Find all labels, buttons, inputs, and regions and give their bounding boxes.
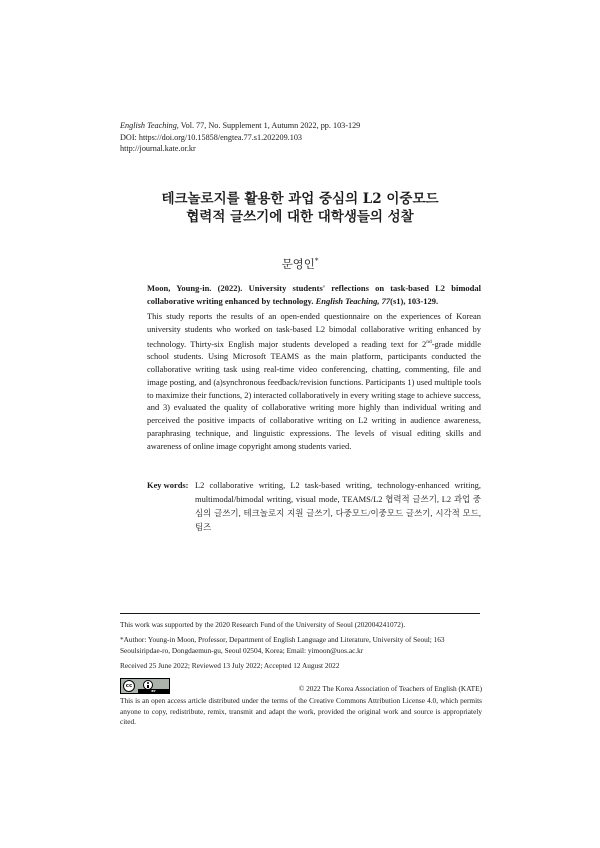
journal-url[interactable]: http://journal.kate.or.kr [120,144,196,153]
keywords-label: Key words: [147,480,189,490]
footnotes [120,620,482,676]
author-byline [0,256,600,272]
abstract-part-2: -grade middle school students. Using Microsoft TEAMS as the main platform, participants conducted the collaborative writing task using real-time video conferencing, chatting, commenting, file and image posting, and (a)synchronous feedback/revision functions. Participants 1) used multiple tools to maximize their functions, 2) interacted collaboratively in every writing stage to achieve success, and 3) evaluated the quality of collaborative writing more highly than individual writing and perceived the positive impacts of collaborative writing on L2 writing in audience awareness, paraphrasing technique, and linguistic expressions. The levels of visual editing skills and awareness of online image copyright among students varied. [147,338,481,451]
title-line-1: 테크놀로지를 활용한 과업 중심의 L2 이중모드 [161,191,439,207]
journal-citation-line [120,120,500,132]
license-text: This is an open access article distributed under the terms of the Creative Commons Attribution License 4.0, which permits anyone to copy, redistribute, remix, transmit and adapt the work, provided the original work and source is appropriately cited. [120,696,482,726]
journal-details: , Vol. 77, No. Supplement 1, Autumn 2022, pp. 103-129 [176,121,361,130]
footnote-divider [120,613,480,614]
paper-title [60,190,540,226]
abstract-superscript: nd [426,338,432,345]
funding-note: This work was supported by the 2020 Research Fund of the University of Seoul (202004241072). [120,620,406,629]
doi-line[interactable]: DOI: https://doi.org/10.15858/engtea.77.s1.202209.103 [120,132,303,142]
license-top-row [120,678,482,694]
copyright-text: © 2022 The Korea Association of Teachers of English (KATE) [298,683,482,693]
abstract [147,310,481,453]
citation-tail: (s1), 103-129. [390,295,439,306]
title-line-2: 협력적 글쓰기에 대한 대학생들의 성찰 [186,209,414,225]
keywords-text: L2 collaborative writing, L2 task-based writing, technology-enhanced writing, multimodal/bimodal writing, visual mode, TEAMS/L2 협력적 글쓰기, L2 과업 중심의 글쓰기, 테크놀로지 지원 글쓰기, 다중모드/이중모드 글쓰기, 시각적 모드, 팀즈 [195,480,481,532]
cc-icon: cc [123,680,135,692]
author-name: 문영인 [281,257,315,271]
author-footnote-mark: * [314,257,319,266]
by-label: BY [138,689,169,693]
journal-name: English Teaching [120,121,177,130]
cc-by-license-icon[interactable] [120,678,170,694]
author-note: *Author: Young-in Moon, Professor, Department of English Language and Literature, University of Seoul; 163 Seoulsiripdae-ro, Dongdaemun-gu, Seoul 02504, Korea; Email: yimoon@uos.ac.kr [120,635,445,655]
citation [147,282,481,307]
dates-note: Received 25 June 2022; Reviewed 13 July 2022; Accepted 12 August 2022 [120,660,340,670]
journal-header [120,120,500,155]
license-block [120,678,482,728]
citation-lead: Moon, Young-in. (2022). University students' reflections on task-based L2 bimodal collaborative writing enhanced by technology. [147,283,481,306]
keywords [147,478,481,534]
citation-journal: English Teaching, 77 [315,295,391,306]
abstract-part-1: This study reports the results of an open-ended questionnaire on the experiences of Korean university students who worked on task-based L2 bimodal collaborative writing enhanced by technology. Thirty-six English major students developed a reading text for 2 [147,311,481,349]
